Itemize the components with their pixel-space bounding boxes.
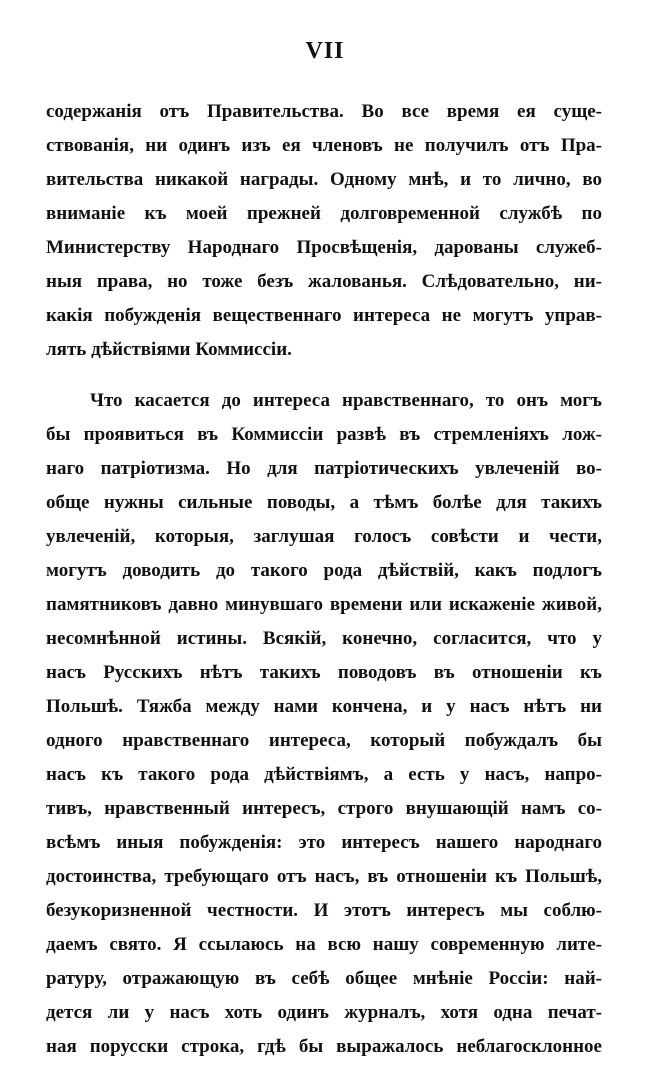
text-line: вительства никакой награды. Одному мнѣ, и то лично, во bbox=[46, 169, 602, 190]
text-line: безукоризненной честности. И этотъ интересъ мы соблю- bbox=[46, 900, 602, 921]
text-line: даемъ свято. Я ссылаюсь на всю нашу современную лите- bbox=[46, 934, 602, 955]
text-line: какія побужденія вещественнаго интереса не могутъ управ- bbox=[46, 305, 602, 326]
page-number: VII bbox=[305, 38, 345, 64]
text-line: ныя права, но тоже безъ жалованья. Слѣдовательно, ни- bbox=[46, 271, 602, 292]
text-line: Министерству Народнаго Просвѣщенія, дарованы служеб- bbox=[46, 237, 602, 258]
text-line: наго патріотизма. Но для патріотическихъ увлеченій во- bbox=[46, 458, 602, 479]
text-line: Что касается до интереса нравственнаго, то онъ могъ bbox=[90, 390, 602, 411]
paragraph-2 bbox=[46, 384, 602, 1064]
paragraph-1 bbox=[46, 95, 602, 367]
text-line: всѣмъ иныя побужденія: это интересъ нашего народнаго bbox=[46, 832, 602, 853]
text-line: вниманіе къ моей прежней долговременной службѣ по bbox=[46, 203, 602, 224]
text-line: тивъ, нравственный интересъ, строго внушающій намъ со- bbox=[46, 798, 602, 819]
text-line: памятниковъ давно минувшаго времени или искаженіе живой, bbox=[46, 594, 602, 615]
text-line: насъ Русскихъ нѣтъ такихъ поводовъ въ отношеніи къ bbox=[46, 662, 602, 683]
text-line: достоинства, требующаго отъ насъ, въ отношеніи къ Польшѣ, bbox=[46, 866, 602, 887]
text-line: ратуру, отражающую въ себѣ общее мнѣніе Россіи: най- bbox=[46, 968, 602, 989]
text-line: увлеченій, которыя, заглушая голосъ совѣсти и чести, bbox=[46, 526, 602, 547]
text-line: одного нравственнаго интереса, который побуждалъ бы bbox=[46, 730, 602, 751]
text-line: содержанія отъ Правительства. Во все время ея суще- bbox=[46, 101, 602, 122]
text-line: лять дѣйствіями Коммиссіи. bbox=[46, 339, 292, 360]
text-line: несомнѣнной истины. Всякій, конечно, согласится, что у bbox=[46, 628, 602, 649]
text-line: могутъ доводить до такого рода дѣйствій, какъ подлогъ bbox=[46, 560, 602, 581]
text-line: ствованія, ни одинъ изъ ея членовъ не получилъ отъ Пра- bbox=[46, 135, 602, 156]
text-line: ная порусски строка, гдѣ бы выражалось неблагосклонное bbox=[46, 1036, 602, 1057]
text-line: бы проявиться въ Коммиссіи развѣ въ стремленіяхъ лож- bbox=[46, 424, 602, 445]
text-line: дется ли у насъ хоть одинъ журналъ, хотя одна печат- bbox=[46, 1002, 602, 1023]
text-line: насъ къ такого рода дѣйствіямъ, а есть у насъ, напро- bbox=[46, 764, 602, 785]
text-line: обще нужны сильные поводы, а тѣмъ болѣе для такихъ bbox=[46, 492, 602, 513]
text-line: Польшѣ. Тяжба между нами кончена, и у насъ нѣтъ ни bbox=[46, 696, 602, 717]
